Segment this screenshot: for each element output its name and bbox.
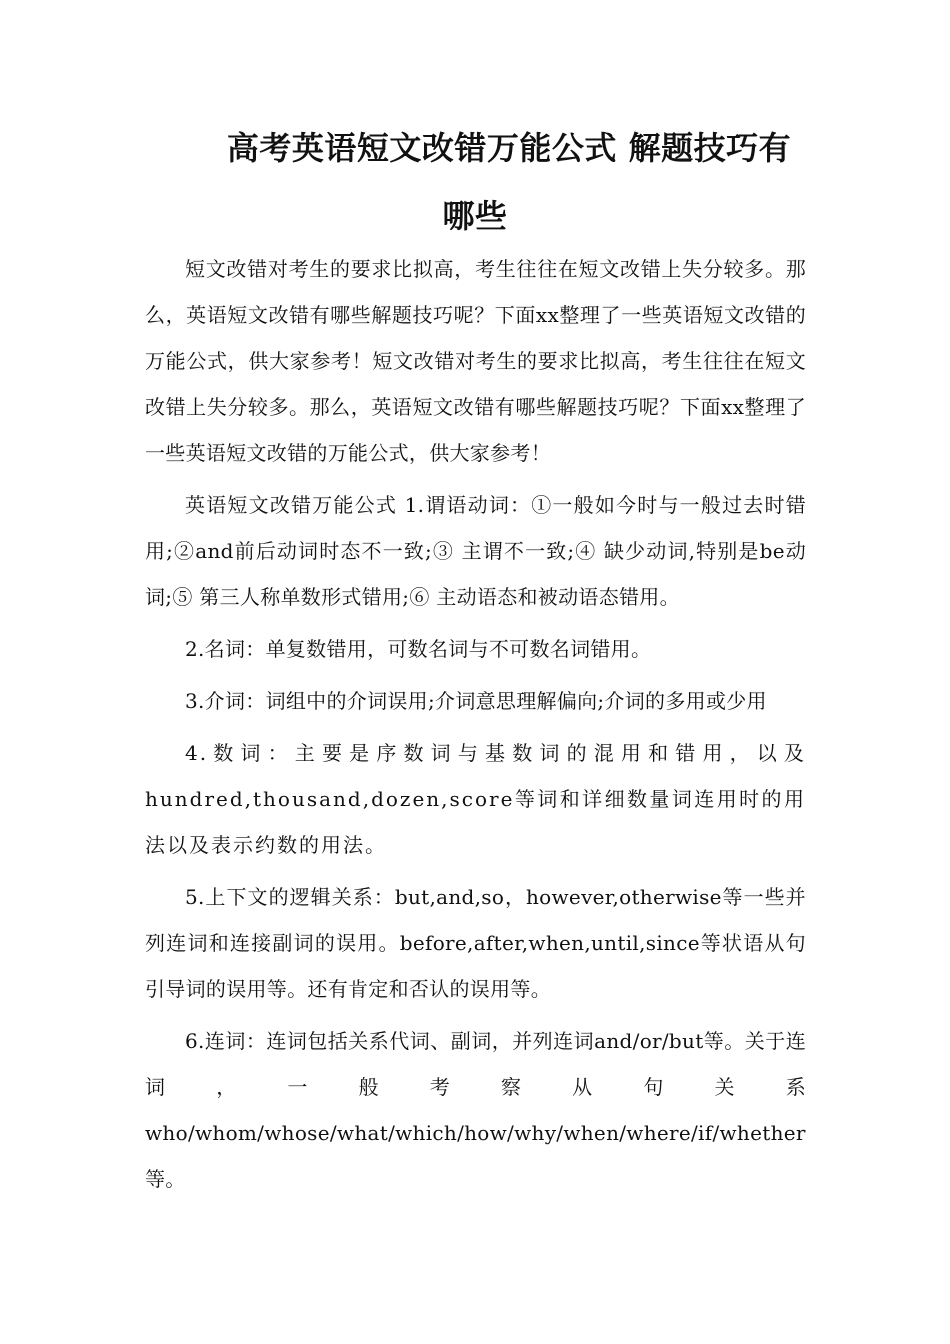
document-body (145, 246, 806, 1208)
paragraph-verbs: 英语短文改错万能公式 1.谓语动词：①一般如今时与一般过去时错用;②and前后动词时态不一致;③ 主谓不一致;④ 缺少动词,特别是be动词;⑤ 第三人称单数形式错用;⑥ 主动语态和被动语态错用。 (145, 493, 806, 609)
document-title-line-2: 哪些 (442, 197, 508, 235)
paragraph-prepositions: 3.介词：词组中的介词误用;介词意思理解偏向;介词的多用或少用 (185, 689, 767, 713)
document-title-line-1: 高考英语短文改错万能公式 解题技巧有 (226, 129, 792, 167)
paragraph-conjunctions: 6.连词：连词包括关系代词、副词，并列连词and/or/but等。关于连词，一般考察从句关系who/whom/whose/what/which/how/why/when/where/if/whether等。 (145, 1029, 806, 1191)
document-title (145, 114, 805, 250)
paragraph-logic: 5.上下文的逻辑关系：but,and,so，however,otherwise等一些并列连词和连接副词的误用。before,after,when,until,since等状语从句引导词的误用等。还有肯定和否认的误用等。 (145, 885, 806, 1001)
paragraph-numerals: 4.数词：主要是序数词与基数词的混用和错用，以及hundred,thousand,dozen,score等词和详细数量词连用时的用法以及表示约数的用法。 (145, 741, 806, 857)
paragraph-intro: 短文改错对考生的要求比拟高，考生往往在短文改错上失分较多。那么，英语短文改错有哪些解题技巧呢？下面xx整理了一些英语短文改错的万能公式，供大家参考！短文改错对考生的要求比拟高，考生往往在短文改错上失分较多。那么，英语短文改错有哪些解题技巧呢？下面xx整理了一些英语短文改错的万能公式，供大家参考！ (145, 257, 806, 465)
paragraph-nouns: 2.名词：单复数错用，可数名词与不可数名词错用。 (185, 637, 652, 661)
